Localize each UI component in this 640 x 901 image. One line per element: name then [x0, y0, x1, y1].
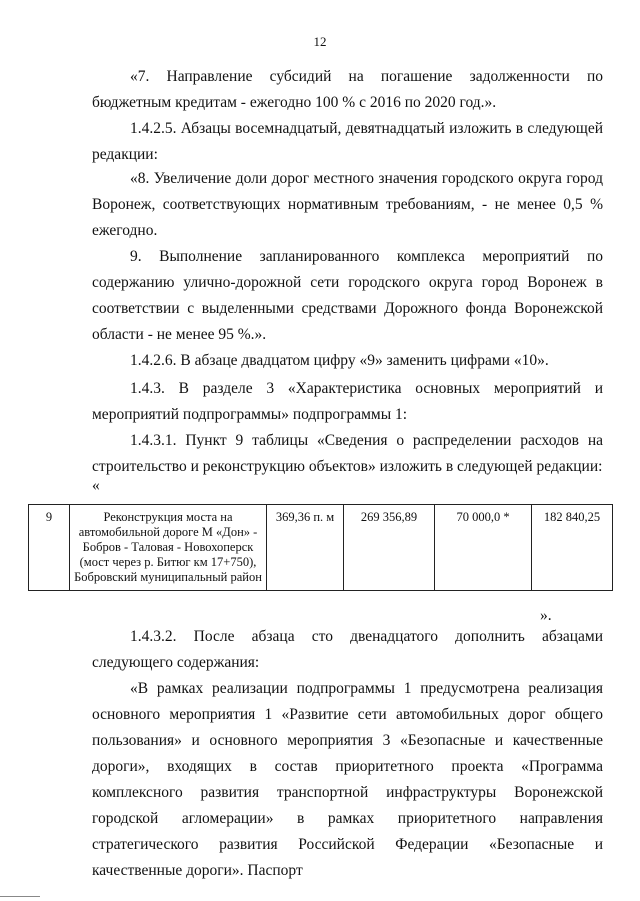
- paragraph-item-7: «7. Направление субсидий на погашение задолженности по бюджетным кредитам - ежегодно 100 % с 2016 по 2020 год.».: [92, 68, 603, 111]
- cell-value-2: 70 000,0 *: [435, 505, 532, 591]
- paragraph-1-4-3: 1.4.3. В разделе 3 «Характеристика основных мероприятий и мероприятий подпрограммы» подпрограммы 1:: [92, 380, 603, 423]
- expenses-table: [28, 504, 613, 591]
- paragraph-item-9: 9. Выполнение запланированного комплекса мероприятий по содержанию улично-дорожной сети городского округа город Воронеж в соответствии с выделенными средствами Дорожного фонда Воронежской области - не менее 95 %.».: [92, 248, 603, 343]
- cell-length: 369,36 п. м: [267, 505, 344, 591]
- table-open-quote: «: [92, 477, 100, 494]
- cell-value-3: 182 840,25: [532, 505, 613, 591]
- paragraph-1-4-2-5: 1.4.2.5. Абзацы восемнадцатый, девятнадцатый изложить в следующей редакции:: [92, 120, 603, 163]
- paragraph-1-4-3-2: 1.4.3.2. После абзаца сто двенадцатого дополнить абзацами следующего содержания:: [92, 628, 603, 671]
- cell-object-name: Реконструкция моста на автомобильной дороге М «Дон» - Бобров - Таловая - Новохоперск (мост через р. Битюг км 17+750), Бобровский муниципальный район: [70, 505, 267, 591]
- paragraph-program-description: «В рамках реализации подпрограммы 1 предусмотрена реализация основного мероприятия 1 «Развитие сети автомобильных дорог общего пользования» и основного мероприятия 3 «Безопасные и качественные дороги», входящих в состав приоритетного проекта «Программа комплексного развития транспортной инфраструктуры Воронежской городской агломерации» в рамках приоритетного направления стратегического развития Российской Федерации «Безопасные и качественные дороги». Паспорт: [92, 680, 603, 879]
- cell-value-1: 269 356,89: [344, 505, 435, 591]
- paragraph-1-4-3-1: 1.4.3.1. Пункт 9 таблицы «Сведения о распределении расходов на строительство и реконструкцию объектов» изложить в следующей редакции:: [92, 432, 603, 475]
- table-close-quote: ».: [540, 607, 552, 624]
- page-bottom-rule: [0, 896, 40, 897]
- cell-number: 9: [29, 505, 70, 591]
- table-row: [29, 505, 613, 591]
- page-number: 12: [313, 34, 327, 49]
- paragraph-item-8: «8. Увеличение доли дорог местного значения городского округа город Воронеж, соответствующих нормативным требованиям, - не менее 0,5 % ежегодно.: [92, 170, 603, 239]
- paragraph-1-4-2-6: 1.4.2.6. В абзаце двадцатом цифру «9» заменить цифрами «10».: [130, 352, 549, 369]
